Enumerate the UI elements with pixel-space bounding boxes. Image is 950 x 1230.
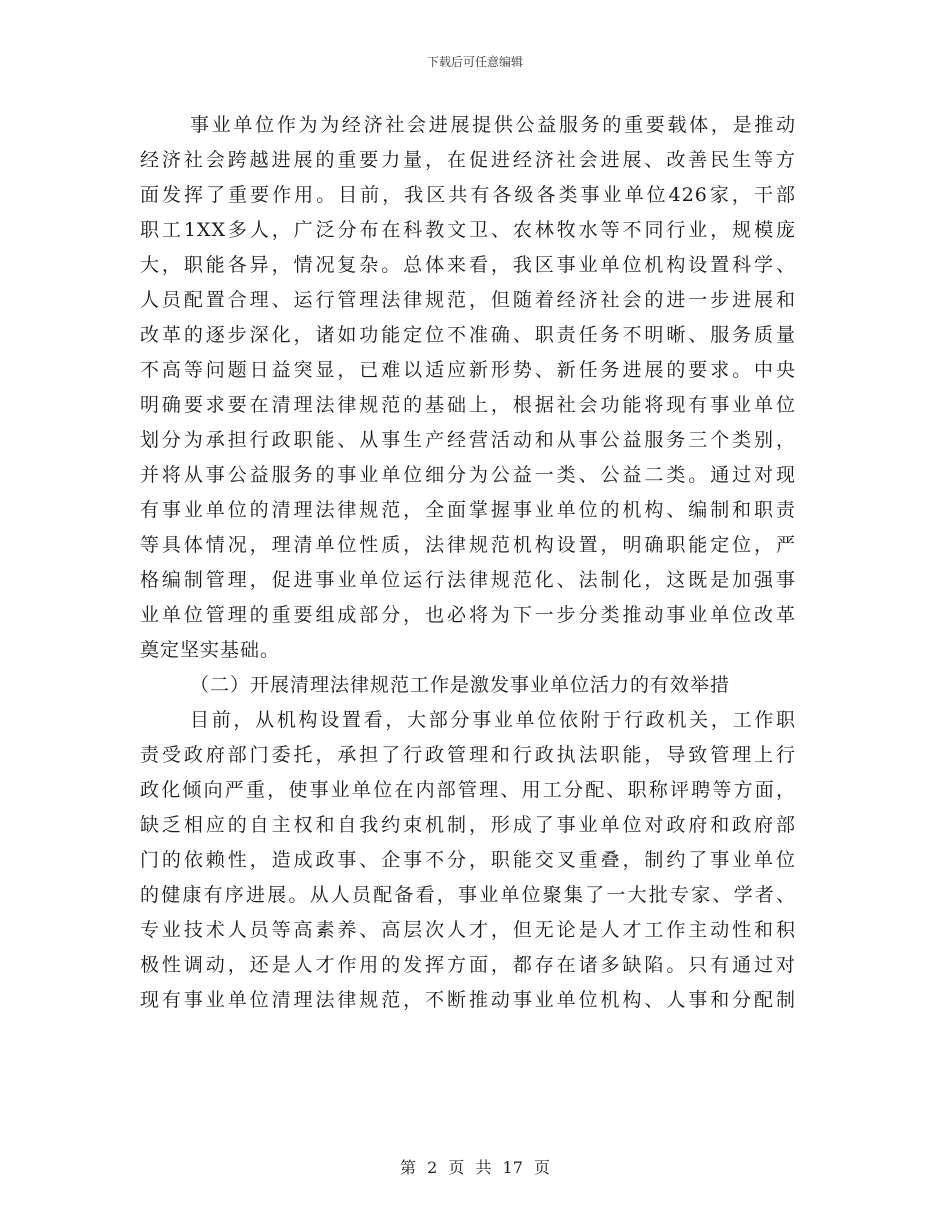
paragraph-2-line: 现有事业单位清理法律规范，不断推动事业单位机构、人事和分配制 xyxy=(140,989,796,1011)
paragraph-1-line: 格编制管理，促进事业单位运行法律规范化、法制化，这既是加强事 xyxy=(140,569,796,591)
paragraph-1-line: 人员配置合理、运行管理法律规范，但随着经济社会的进一步进展和 xyxy=(140,289,796,311)
paragraph-1-line: 划分为承担行政职能、从事生产经营活动和从事公益服务三个类别， xyxy=(140,429,796,451)
paragraph-2-line: 极性调动，还是人才作用的发挥方面，都存在诸多缺陷。只有通过对 xyxy=(140,954,796,976)
paragraph-2-line: 缺乏相应的自主权和自我约束机制，形成了事业单位对政府和政府部 xyxy=(140,814,796,836)
paragraph-1-line: 等具体情况，理清单位性质，法律规范机构设置，明确职能定位，严 xyxy=(140,534,796,556)
paragraph-1-line: 面发挥了重要作用。目前，我区共有各级各类事业单位426家，干部 xyxy=(140,184,796,206)
paragraph-1-line: 不高等问题日益突显，已难以适应新形势、新任务进展的要求。中央 xyxy=(140,359,796,381)
paragraph-2-line: 责受政府部门委托，承担了行政管理和行政执法职能，导致管理上行 xyxy=(140,744,796,766)
paragraph-2-line: 门的依赖性，造成政事、企事不分，职能交叉重叠，制约了事业单位 xyxy=(140,849,796,871)
paragraph-1-line: 业单位管理的重要组成部分，也必将为下一步分类推动事业单位改革 xyxy=(140,604,796,626)
paragraph-1-line: 并将从事公益服务的事业单位细分为公益一类、公益二类。通过对现 xyxy=(140,464,796,486)
page-header: 下载后可任意编辑 xyxy=(426,55,523,69)
paragraph-2-line: 政化倾向严重，使事业单位在内部管理、用工分配、职称评聘等方面， xyxy=(140,779,796,801)
paragraph-1-line: 事业单位作为为经济社会进展提供公益服务的重要载体，是推动 xyxy=(190,114,796,136)
paragraph-2-line: 的健康有序进展。从人员配备看，事业单位聚集了一大批专家、学者、 xyxy=(140,884,796,906)
paragraph-1-line: 有事业单位的清理法律规范，全面掌握事业单位的机构、编制和职责 xyxy=(140,499,796,521)
paragraph-1-line: 奠定坚实基础。 xyxy=(140,639,281,661)
paragraph-1-line: 改革的逐步深化，诸如功能定位不准确、职责任务不明晰、服务质量 xyxy=(140,324,796,346)
paragraph-1-line: 大，职能各异，情况复杂。总体来看，我区事业单位机构设置科学、 xyxy=(140,254,796,276)
paragraph-1-line: 职工1XX多人，广泛分布在科教文卫、农林牧水等不同行业，规模庞 xyxy=(140,219,796,241)
page-number-footer: 第 2 页 共 17 页 xyxy=(400,1158,550,1177)
paragraph-2-line: 专业技术人员等高素养、高层次人才，但无论是人才工作主动性和积 xyxy=(140,919,796,941)
section-heading: （二）开展清理法律规范工作是激发事业单位活力的有效举措 xyxy=(190,674,731,696)
paragraph-2-line: 目前，从机构设置看，大部分事业单位依附于行政机关，工作职 xyxy=(190,709,796,731)
paragraph-1-line: 明确要求要在清理法律规范的基础上，根据社会功能将现有事业单位 xyxy=(140,394,796,416)
document-body xyxy=(140,108,796,1018)
paragraph-1-line: 经济社会跨越进展的重要力量，在促进经济社会进展、改善民生等方 xyxy=(140,149,796,171)
